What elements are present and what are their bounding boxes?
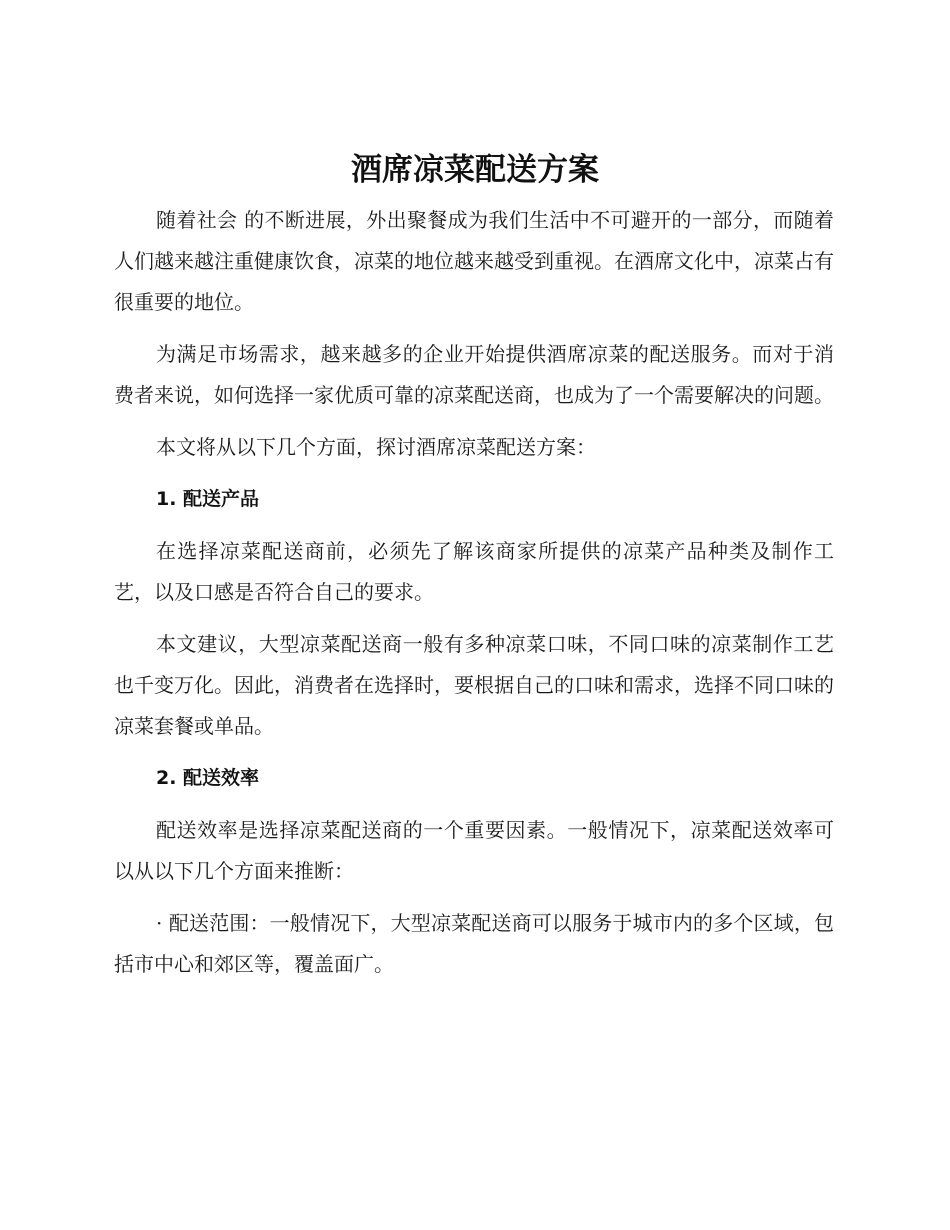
intro-paragraph-1: 随着社会 的不断进展，外出聚餐成为我们生活中不可避开的一部分，而随着人们越来越注重健康饮食，凉菜的地位越来越受到重视。在酒席文化中，凉菜占有很重要的地位。: [114, 208, 834, 314]
document-body: [114, 200, 834, 996]
section-heading-delivery-products: 1. 配送产品: [156, 488, 260, 510]
section-heading-delivery-efficiency: 2. 配送效率: [156, 767, 260, 789]
intro-paragraph-2: 为满足市场需求，越来越多的企业开始提供酒席凉菜的配送服务。而对于消费者来说，如何选择一家优质可靠的凉菜配送商，也成为了一个需要解决的问题。: [114, 342, 834, 407]
intro-paragraph-3: 本文将从以下几个方面，探讨酒席凉菜配送方案：: [156, 435, 596, 459]
document-title: 酒席凉菜配送方案: [351, 152, 599, 188]
section1-paragraph-1: 在选择凉菜配送商前，必须先了解该商家所提供的凉菜产品种类及制作工艺，以及口感是否符合自己的要求。: [114, 539, 834, 604]
section2-bullet-delivery-range: · 配送范围：一般情况下，大型凉菜配送商可以服务于城市内的多个区域，包括市中心和郊区等，覆盖面广。: [114, 911, 834, 976]
section2-paragraph-1: 配送效率是选择凉菜配送商的一个重要因素。一般情况下，凉菜配送效率可以从以下几个方面来推断：: [114, 818, 834, 883]
section1-paragraph-2: 本文建议，大型凉菜配送商一般有多种凉菜口味，不同口味的凉菜制作工艺也千变万化。因此，消费者在选择时，要根据自己的口味和需求，选择不同口味的凉菜套餐或单品。: [114, 632, 834, 738]
